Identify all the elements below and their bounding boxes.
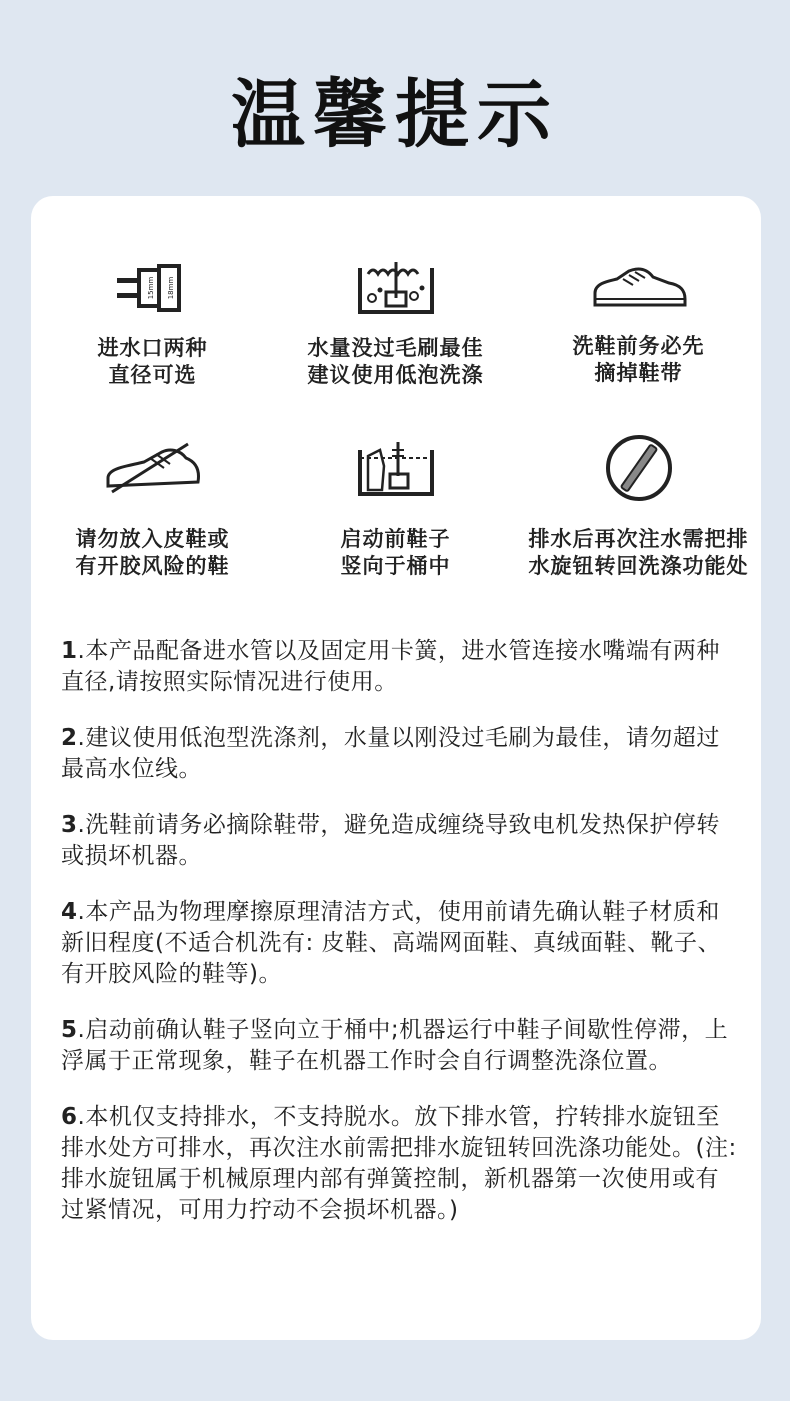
icon-caption: 进水口两种 直径可选 [97,336,208,387]
tip-item: 5.启动前确认鞋子竖向立于桶中;机器运行中鞋子间歇性停滞，上浮属于正常现象，鞋子在机器工作时会自行调整洗涤位置。 [61,1017,729,1074]
tip-item: 4.本产品为物理摩擦原理清洁方式，使用前请先确认鞋子材质和新旧程度(不适合机洗有: 皮鞋、高端网面鞋、真绒面鞋、靴子、有开胶风险的鞋等)。 [61,899,722,987]
tip-item: 3.洗鞋前请务必摘除鞋带，避免造成缠绕导致电机发热保护停转或损坏机器。 [61,812,720,869]
tips-list [61,636,741,1251]
icon-caption: 水量没过毛刷最佳 建议使用低泡洗涤 [307,336,484,387]
drain-knob-icon [517,428,760,508]
icon-caption: 洗鞋前务必先 摘掉鞋带 [572,334,705,385]
leather-shoe-icon [31,428,274,508]
icon-caption: 请勿放入皮鞋或 有开胶风险的鞋 [75,527,230,578]
size-label-18: 18mm [166,276,175,300]
upright-shoe-bucket-icon [274,428,517,508]
tip-item: 1.本产品配备进水管以及固定用卡簧，进水管连接水嘴端有两种直径,请按照实际情况进行使用。 [61,638,720,695]
tip-item: 6.本机仅支持排水，不支持脱水。放下排水管，拧转排水旋钮至排水处方可排水，再次注水前需把排水旋钮转回洗涤功能处。(注: 排水旋钮属于机械原理内部有弹簧控制，新机器第一次使用或有过紧情况，可用力拧动不会损坏机器。) [61,1104,737,1223]
size-label-15: 15mm [146,276,155,300]
tip-item: 2.建议使用低泡型洗涤剂，水量以刚没过毛刷为最佳，请勿超过最高水位线。 [61,725,720,782]
sneaker-icon [517,248,760,328]
inlet-size-icon [31,248,274,328]
icon-caption: 排水后再次注水需把排 水旋钮转回洗涤功能处 [528,527,749,578]
icon-caption: 启动前鞋子 竖向于桶中 [340,527,451,578]
water-level-icon [274,248,517,328]
tips-card [31,196,761,1340]
page-title: 温馨提示 [231,72,559,158]
